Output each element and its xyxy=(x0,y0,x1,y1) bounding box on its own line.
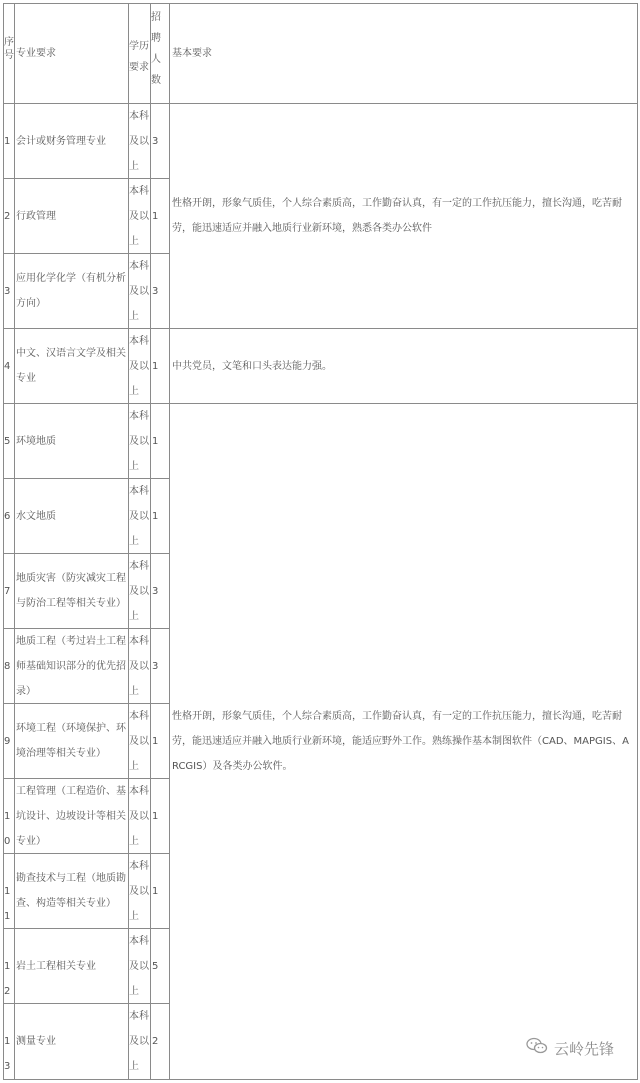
row-number: 8 xyxy=(4,661,11,672)
row-education: 本科及以上 xyxy=(129,1011,149,1072)
row-number: 10 xyxy=(4,811,10,847)
header-education: 学历要求 xyxy=(129,41,149,73)
header-seq: 序号 xyxy=(4,37,14,61)
row-number: 6 xyxy=(4,511,11,522)
watermark xyxy=(522,1035,618,1061)
row-number: 5 xyxy=(4,436,11,447)
row-major: 行政管理 xyxy=(16,211,56,222)
row-major: 环境地质 xyxy=(16,436,56,447)
row-major: 工程管理（工程造价、基坑设计、边坡设计等相关专业） xyxy=(16,786,126,847)
row-count: 1 xyxy=(152,886,159,897)
watermark-text: 云岭先锋 xyxy=(553,1039,614,1058)
grid-line xyxy=(169,3,170,1080)
row-major: 应用化学化学（有机分析方向） xyxy=(16,273,126,309)
row-count: 1 xyxy=(152,736,159,747)
header-basic-requirements: 基本要求 xyxy=(172,48,212,59)
row-count: 2 xyxy=(152,1036,159,1047)
row-education: 本科及以上 xyxy=(129,411,149,472)
row-major: 岩土工程相关专业 xyxy=(16,961,96,972)
requirements-rows-1-3: 性格开朗，形象气质佳，个人综合素质高，工作勤奋认真，有一定的工作抗压能力，擅长沟通，吃苦耐劳，能迅速适应并融入地质行业新环境，熟悉各类办公软件 xyxy=(172,198,622,234)
row-number: 9 xyxy=(4,736,11,747)
row-number: 12 xyxy=(4,961,10,997)
row-major: 水文地质 xyxy=(16,511,56,522)
row-count: 3 xyxy=(152,586,159,597)
row-count: 5 xyxy=(152,961,159,972)
row-education: 本科及以上 xyxy=(129,786,149,847)
row-number: 7 xyxy=(4,586,11,597)
row-education: 本科及以上 xyxy=(129,711,149,772)
row-major: 勘查技术与工程（地质勘查、构造等相关专业） xyxy=(16,873,126,909)
row-major: 测量专业 xyxy=(16,1036,56,1047)
grid-line xyxy=(3,328,638,329)
row-count: 1 xyxy=(152,361,159,372)
row-count: 1 xyxy=(152,211,159,222)
requirements-row-4: 中共党员，文笔和口头表达能力强。 xyxy=(172,361,332,372)
row-education: 本科及以上 xyxy=(129,861,149,922)
row-number: 2 xyxy=(4,211,11,222)
row-major: 会计或财务管理专业 xyxy=(16,136,106,147)
grid-line xyxy=(3,1079,638,1080)
row-education: 本科及以上 xyxy=(129,261,149,322)
grid-line xyxy=(3,3,638,4)
row-number: 3 xyxy=(4,286,11,297)
row-count: 1 xyxy=(152,436,159,447)
row-education: 本科及以上 xyxy=(129,486,149,547)
row-count: 1 xyxy=(152,811,159,822)
row-major: 地质工程（考过岩土工程师基础知识部分的优先招录） xyxy=(16,636,126,697)
row-number: 11 xyxy=(4,886,10,922)
row-education: 本科及以上 xyxy=(129,636,149,697)
row-education: 本科及以上 xyxy=(129,111,149,172)
requirements-rows-5-13: 性格开朗，形象气质佳，个人综合素质高，工作勤奋认真，有一定的工作抗压能力，擅长沟通，吃苦耐劳，能迅速适应并融入地质行业新环境，能适应野外工作。熟练操作基本制图软件（CAD、MAPGIS、ARCGIS）及各类办公软件。 xyxy=(172,711,629,772)
grid-line xyxy=(3,403,638,404)
row-number: 1 xyxy=(4,136,11,147)
row-count: 3 xyxy=(152,661,159,672)
row-number: 4 xyxy=(4,361,11,372)
wechat-icon xyxy=(526,1037,548,1059)
row-number: 13 xyxy=(4,1036,10,1072)
row-education: 本科及以上 xyxy=(129,186,149,247)
row-count: 3 xyxy=(152,136,159,147)
row-count: 1 xyxy=(152,511,159,522)
grid-line xyxy=(637,3,638,1080)
header-count: 招聘人数 xyxy=(151,12,161,86)
row-major: 地质灾害（防灾减灾工程与防治工程等相关专业） xyxy=(16,573,126,609)
row-count: 3 xyxy=(152,286,159,297)
recruitment-table xyxy=(3,3,638,1080)
header-major: 专业要求 xyxy=(16,48,56,59)
row-education: 本科及以上 xyxy=(129,561,149,622)
grid-line xyxy=(14,3,15,1080)
row-major: 中文、汉语言文学及相关专业 xyxy=(16,348,126,384)
row-education: 本科及以上 xyxy=(129,936,149,997)
grid-line xyxy=(3,103,638,104)
row-education: 本科及以上 xyxy=(129,336,149,397)
row-major: 环境工程（环境保护、环境治理等相关专业） xyxy=(16,723,126,759)
